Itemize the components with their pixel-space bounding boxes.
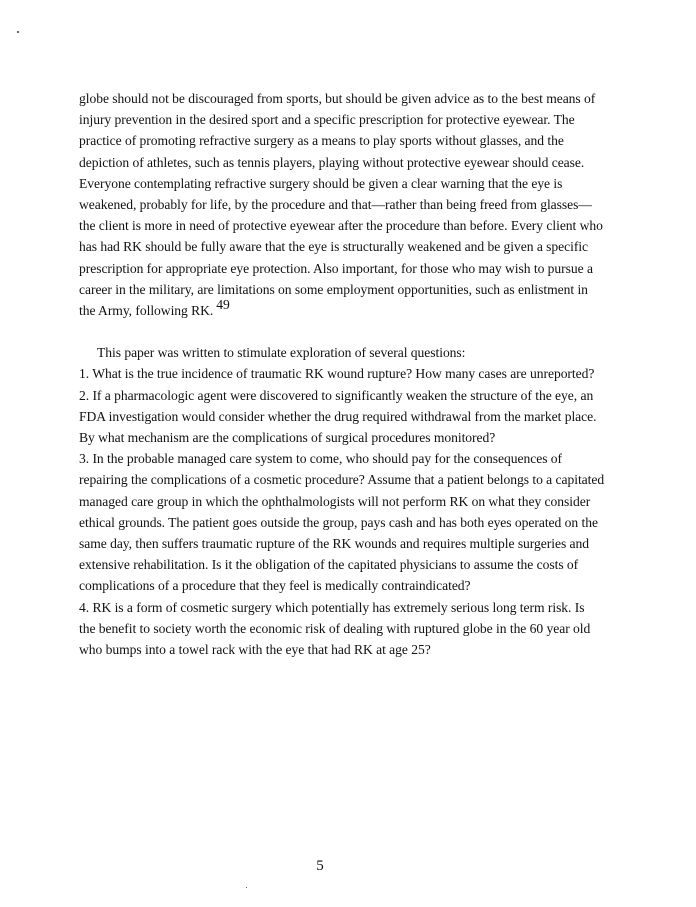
question-line: same day, then suffers traumatic rupture of the RK wounds and requires multiple surgeries and <box>79 535 590 551</box>
question-line: managed care group in which the ophthalmologists will not perform RK on what they consider <box>79 493 591 509</box>
scan-speck <box>246 887 247 888</box>
paragraph-line: the client is more in need of protective eyewear after the procedure than before. Every client who <box>79 218 603 234</box>
paragraph-line: weakened, probably for life, by the procedure and that—rather than being freed from glasses— <box>79 196 592 212</box>
paragraph-line: career in the military, are limitations on some employment opportunities, such as enlistment in <box>79 281 588 297</box>
question-line: FDA investigation would consider whether the drug required withdrawal from the market place. <box>79 408 597 424</box>
question-line: ethical grounds. The patient goes outside the group, pays cash and has both eyes operated on the <box>79 514 598 530</box>
paragraph-line: depiction of athletes, such as tennis players, playing without protective eyewear should cease. <box>79 154 585 170</box>
paragraph-line: practice of promoting refractive surgery as a means to play sports without glasses, and the <box>79 133 564 149</box>
question-line: 1. What is the true incidence of traumatic RK wound rupture? How many cases are unreported? <box>79 366 595 382</box>
paragraph-line: globe should not be discouraged from sports, but should be given advice as to the best means of <box>79 91 596 106</box>
question-line: 3. In the probable managed care system to come, who should pay for the consequences of <box>79 451 563 467</box>
question-line: repairing the complications of a cosmetic procedure? Assume that a patient belongs to a capitated <box>79 472 605 488</box>
question-line: who bumps into a towel rack with the eye that had RK at age 25? <box>79 641 431 657</box>
page-number-container <box>0 858 696 875</box>
question-line: complications of a procedure that they feel is medically contraindicated? <box>79 578 471 594</box>
scan-speck <box>17 31 19 33</box>
questions-intro: This paper was written to stimulate exploration of several questions: <box>97 345 466 361</box>
question-line: By what mechanism are the complications of surgical procedures monitored? <box>79 430 496 445</box>
paragraph-line: the Army, following RK. <box>79 302 214 318</box>
question-line: 4. RK is a form of cosmetic surgery which potentially has extremely serious long term risk. Is <box>79 599 585 615</box>
question-line: the benefit to society worth the economic risk of dealing with ruptured globe in the 60 year old <box>79 620 591 636</box>
body-text <box>79 88 619 660</box>
paragraph-line: has had RK should be fully aware that the eye is structurally weakened and be given a specific <box>79 239 589 255</box>
paragraph-line: injury prevention in the desired sport and a specific prescription for protective eyewear. The <box>79 112 575 128</box>
paragraph-last-line <box>79 296 619 321</box>
question-line: extensive rehabilitation. Is it the obligation of the capitated physicians to assume the costs of <box>79 557 579 573</box>
question-line: 2. If a pharmacologic agent were discovered to significantly weaken the structure of the eye, an <box>79 387 594 403</box>
paragraph-line: prescription for appropriate eye protection. Also important, for those who may wish to pursue a <box>79 260 593 276</box>
footnote-reference: 49 <box>216 296 230 312</box>
page-number: 5 <box>316 858 324 874</box>
paragraph-line: Everyone contemplating refractive surgery should be given a clear warning that the eye is <box>79 175 563 191</box>
paragraph-spacer <box>79 321 619 342</box>
